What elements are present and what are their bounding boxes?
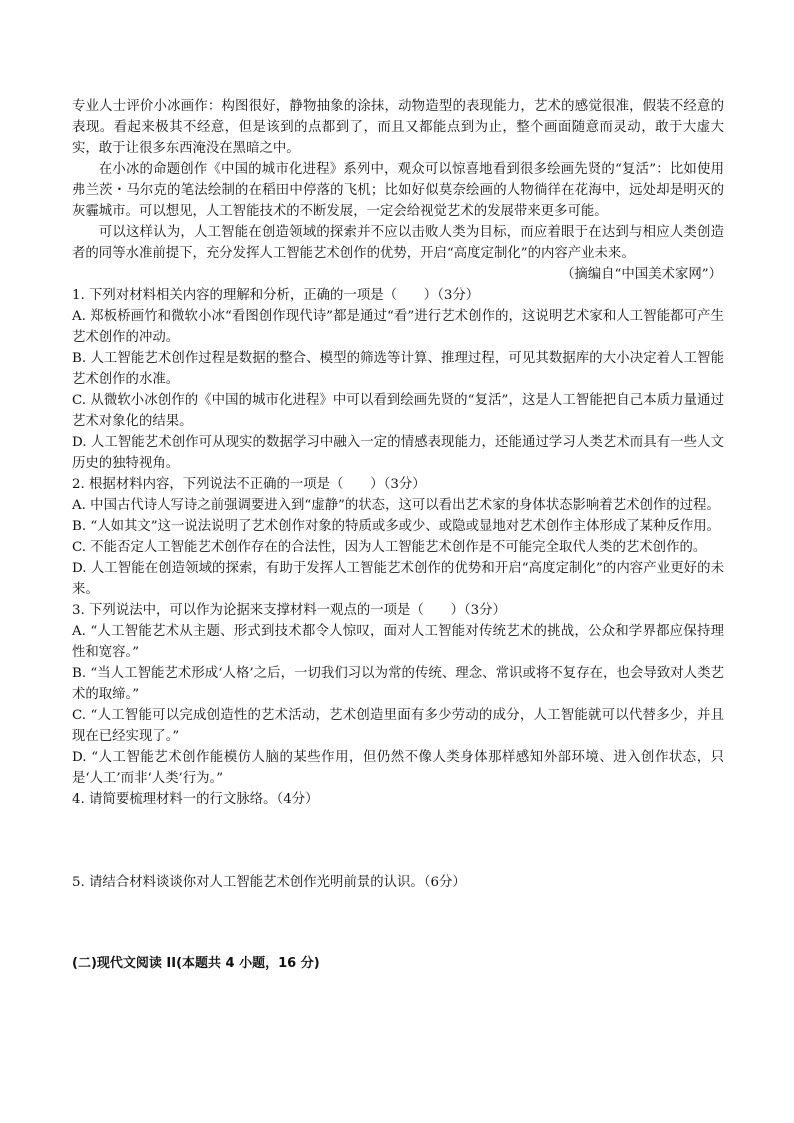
material-source: （摘编自“中国美术家网”）: [561, 267, 722, 282]
question-3-option-a: A. “人工智能艺术从主题、形式到技术都令人惊叹，面对人工智能对传统艺术的挑战，公众和学界都应保持理性和宽容。”: [72, 624, 724, 660]
question-1-option-a: A. 郑板桥画竹和微软小冰“看图创作现代诗”都是通过“看”进行艺术创作的，这说明艺术家和人工智能都可产生艺术创作的冲动。: [72, 309, 724, 345]
question-2-option-b: B. “人如其文”这一说法说明了艺术创作对象的特质或多或少、或隐或显地对艺术创作主体形成了某种反作用。: [72, 519, 721, 534]
question-2-option-a: A. 中国古代诗人写诗之前强调要进入到“虚静”的状态，这可以看出艺术家的身体状态影响着艺术创作的过程。: [72, 498, 720, 513]
material-paragraph-2: 在小冰的命题创作《中国的城市化进程》系列中，观众可以惊喜地看到很多绘画先贤的“复活”：比如使用弗兰茨・马尔克的笔法绘制的在稻田中停落的飞机；比如好似莫奈绘画的人物徜徉在花海中，远处却是明灭的灰霾城市。可以想见，人工智能技术的不断发展，一定会给视觉艺术的发展带来更多可能。: [72, 162, 724, 219]
question-1-option-d: D. 人工智能艺术创作可从现实的数据学习中融入一定的情感表现能力，还能通过学习人类艺术而具有一些人文历史的独特视角。: [72, 435, 724, 471]
question-3-stem: 3. 下列说法中，可以作为论据来支撑材料一观点的一项是（ ）（3分）: [72, 603, 506, 618]
question-3-option-c: C. “人工智能可以完成创造性的艺术活动，艺术创造里面有多少劳动的成分，人工智能就可以代替多少，并且现在已经实现了。”: [72, 708, 724, 744]
question-2-option-c: C. 不能否定人工智能艺术创作存在的合法性，因为人工智能艺术创作是不可能完全取代人类的艺术创作的。: [72, 540, 707, 555]
question-2: [72, 474, 724, 600]
question-3-option-b: B. “当人工智能艺术形成‘人格’之后，一切我们习以为常的传统、理念、常识或将不复存在，也会导致对人类艺术的取缔。”: [72, 666, 724, 702]
exam-page: [72, 96, 724, 974]
question-1-option-c: C. 从微软小冰创作的《中国的城市化进程》中可以看到绘画先贤的“复活”，这是人工智能把自己本质力量通过艺术对象化的结果。: [72, 393, 724, 429]
question-2-option-d: D. 人工智能在创造领域的探索，有助于发挥人工智能艺术创作的优势和开启“高度定制化”的内容产业更好的未来。: [72, 561, 724, 597]
question-1: [72, 285, 724, 474]
question-4-answer-space: [72, 810, 724, 872]
section-title: (二)现代文阅读 II(本题共 4 小题，16 分): [72, 956, 320, 971]
question-5-answer-space: [72, 893, 724, 953]
question-3: [72, 600, 724, 789]
question-4-stem: 4. 请简要梳理材料一的行文脉络。（4分）: [72, 792, 319, 807]
material-paragraph-3: 可以这样认为，人工智能在创造领域的探索并不应以击败人类为目标，而应着眼于在达到与相应人类创造者的同等水准前提下，充分发挥人工智能艺术创作的优势，开启“高度定制化”的内容产业未来。: [72, 225, 724, 261]
material-paragraph-1: 专业人士评价小冰画作：构图很好，静物抽象的涂抹，动物造型的表现能力，艺术的感觉很准，假装不经意的表现。看起来极其不经意，但是该到的点都到了，而且又都能点到为止，整个画面随意而灵动，敢于大虚大实，敢于让很多东西淹没在黑暗之中。: [72, 99, 724, 156]
question-2-stem: 2. 根据材料内容，下列说法不正确的一项是（ ）（3分）: [72, 477, 426, 492]
question-3-option-d: D. “人工智能艺术创作能模仿人脑的某些作用，但仍然不像人类身体那样感知外部环境、进入创作状态，只是‘人工’而非‘人类’行为。”: [72, 750, 724, 786]
question-5-stem: 5. 请结合材料谈谈你对人工智能艺术创作光明前景的认识。（6分）: [72, 875, 466, 890]
question-5: [72, 872, 724, 893]
question-4: [72, 789, 724, 810]
question-1-stem: 1. 下列对材料相关内容的理解和分析，正确的一项是（ ）（3分）: [72, 288, 480, 303]
question-1-option-b: B. 人工智能艺术创作过程是数据的整合、模型的筛选等计算、推理过程，可见其数据库的大小决定着人工智能艺术创作的水准。: [72, 351, 724, 387]
